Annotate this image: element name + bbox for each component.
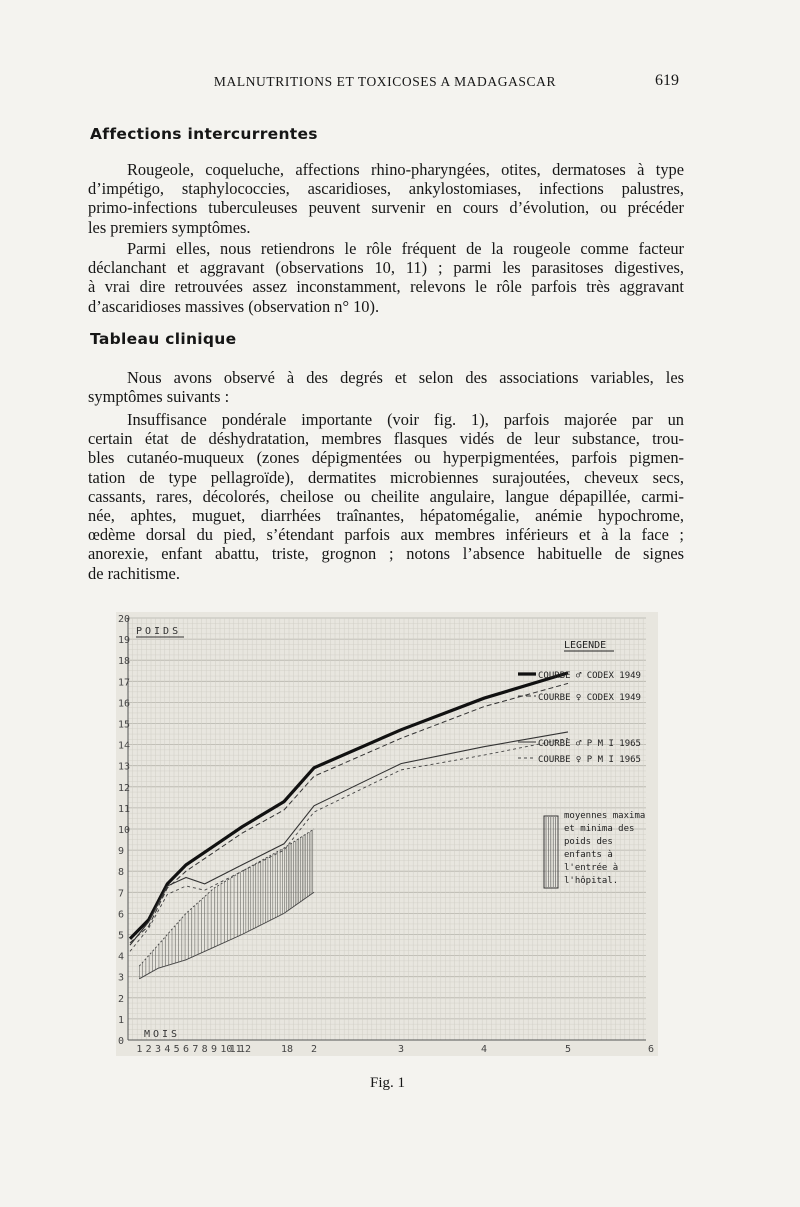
y-tick-label: 9	[118, 846, 125, 858]
text-line: Insuffisance pondérale importante (voir fig. 1), parfois majorée par un	[127, 410, 684, 429]
text-line: primo-infections tuberculeuses peuvent survenir en cours d’évolution, ou précéder	[88, 198, 684, 218]
y-tick-label: 12	[118, 782, 131, 794]
y-tick-label: 8	[118, 867, 125, 879]
figure-caption: Fig. 1	[370, 1075, 406, 1091]
band-note-line: enfants à	[564, 850, 613, 860]
x-tick-label: 1	[136, 1044, 143, 1055]
text-line: certain état de déshydratation, membres flasques vidés de leur substance, trou-	[88, 429, 684, 449]
x-tick-label: 5	[565, 1044, 572, 1055]
legend-entry: COURBE ♂ CODEX 1949	[538, 671, 641, 681]
x-tick-label: 4	[481, 1044, 488, 1055]
text-line: Parmi elles, nous retiendrons le rôle fréquent de la rougeole comme facteur	[127, 239, 684, 258]
text-line: tation de type pellagroïde), dermatites microbiennes surajoutées, cheveux secs,	[88, 467, 684, 487]
paragraph	[88, 368, 684, 406]
x-tick-label: 2	[145, 1044, 152, 1055]
legend-entry: COURBE ♀ CODEX 1949	[538, 693, 641, 703]
text-line: les premiers symptômes.	[88, 217, 251, 237]
y-tick-label: 10	[118, 825, 131, 836]
y-tick-label: 7	[118, 888, 125, 900]
x-tick-label: 7	[192, 1044, 199, 1055]
y-tick-label: 15	[118, 719, 131, 731]
paragraph	[88, 239, 684, 316]
y-tick-label: 3	[118, 972, 125, 984]
y-axis-title: POIDS	[136, 626, 182, 637]
x-tick-label: 5	[173, 1044, 180, 1055]
band-note-line: moyennes maxima	[564, 811, 646, 821]
text-line: œdème dorsal du pied, s’étendant parfois aux membres inférieurs et à la face ;	[88, 525, 684, 545]
text-line: cassants, rares, décolorés, cheilose ou cheilite angulaire, langue dépapillée, carmi-	[88, 486, 684, 506]
x-tick-label: 3	[155, 1044, 162, 1055]
growth-chart	[116, 612, 658, 1056]
text-line: née, aphtes, muguet, diarrhées traînantes, hépatomégalie, anémie hypochrome,	[88, 506, 684, 526]
band-note-line: l'entrée à	[564, 863, 619, 873]
legend-entry: COURBE ♂ P M I 1965	[538, 739, 641, 749]
y-tick-label: 17	[118, 677, 131, 689]
section-heading-affections: Affections intercurrentes	[90, 125, 318, 143]
text-line: Rougeole, coqueluche, affections rhino-pharyngées, otites, dermatoses à type	[127, 160, 684, 179]
x-tick-label: 11	[229, 1044, 242, 1055]
x-tick-label: 10	[220, 1044, 233, 1055]
band-note-line: l'hôpital.	[564, 876, 619, 886]
text-line: symptômes suivants :	[88, 387, 230, 407]
x-tick-label: 8	[201, 1044, 208, 1055]
x-tick-label: 6	[648, 1044, 655, 1055]
section-heading-tableau-clinique: Tableau clinique	[90, 330, 237, 348]
paragraph	[88, 410, 684, 583]
y-tick-label: 20	[118, 614, 131, 625]
y-tick-label: 11	[118, 803, 131, 815]
x-tick-label: 18	[281, 1044, 294, 1055]
y-tick-label: 2	[118, 993, 125, 1005]
text-line: à vrai dire retrouvées assez inconstamment, relevons le rôle parfois très aggravant	[88, 277, 684, 297]
band-note-line: et minima des	[564, 824, 635, 834]
x-tick-label: 4	[164, 1044, 171, 1055]
y-tick-label: 4	[118, 951, 125, 963]
x-tick-label: 2	[311, 1044, 318, 1055]
y-tick-label: 0	[118, 1036, 125, 1047]
paragraph	[88, 160, 684, 237]
legend-entry: COURBE ♀ P M I 1965	[538, 755, 641, 765]
y-tick-label: 18	[118, 656, 131, 668]
text-line: d’ascaridioses massives (observation n° 10).	[88, 296, 380, 316]
figure-1-growth-chart	[116, 612, 658, 1056]
page-number: 619	[655, 72, 679, 89]
x-axis-title: MOIS	[144, 1029, 181, 1040]
text-line: déclanchant et aggravant (observations 10, 11) ; parmi les parasitoses digestives,	[88, 258, 684, 278]
y-tick-label: 19	[118, 635, 131, 647]
band-note-line: poids des	[564, 837, 613, 847]
x-tick-label: 12	[239, 1044, 252, 1055]
text-line: de rachitisme.	[88, 563, 180, 583]
y-tick-label: 13	[118, 761, 131, 773]
x-tick-label: 9	[211, 1044, 218, 1055]
y-tick-label: 1	[118, 1014, 125, 1026]
text-line: anorexie, enfant abattu, triste, grognon ; notons l’absence habituelle de signes	[88, 544, 684, 564]
y-tick-label: 14	[118, 740, 131, 752]
legend-title: LEGENDE	[564, 640, 607, 651]
text-line: bles cutanéo-muqueux (zones dépigmentées ou hyperpigmentées, parfois pigmen-	[88, 448, 684, 468]
running-title: MALNUTRITIONS ET TOXICOSES A MADAGASCAR	[213, 74, 557, 89]
y-tick-label: 6	[118, 909, 125, 921]
x-tick-label: 3	[398, 1044, 405, 1055]
text-line: Nous avons observé à des degrés et selon des associations variables, les	[127, 368, 684, 387]
x-tick-label: 6	[183, 1044, 190, 1055]
y-tick-label: 5	[118, 930, 125, 942]
text-line: d’impétigo, staphylococcies, ascaridioses, ankylostomiases, infections palustres,	[88, 179, 684, 199]
y-tick-label: 16	[118, 698, 131, 710]
